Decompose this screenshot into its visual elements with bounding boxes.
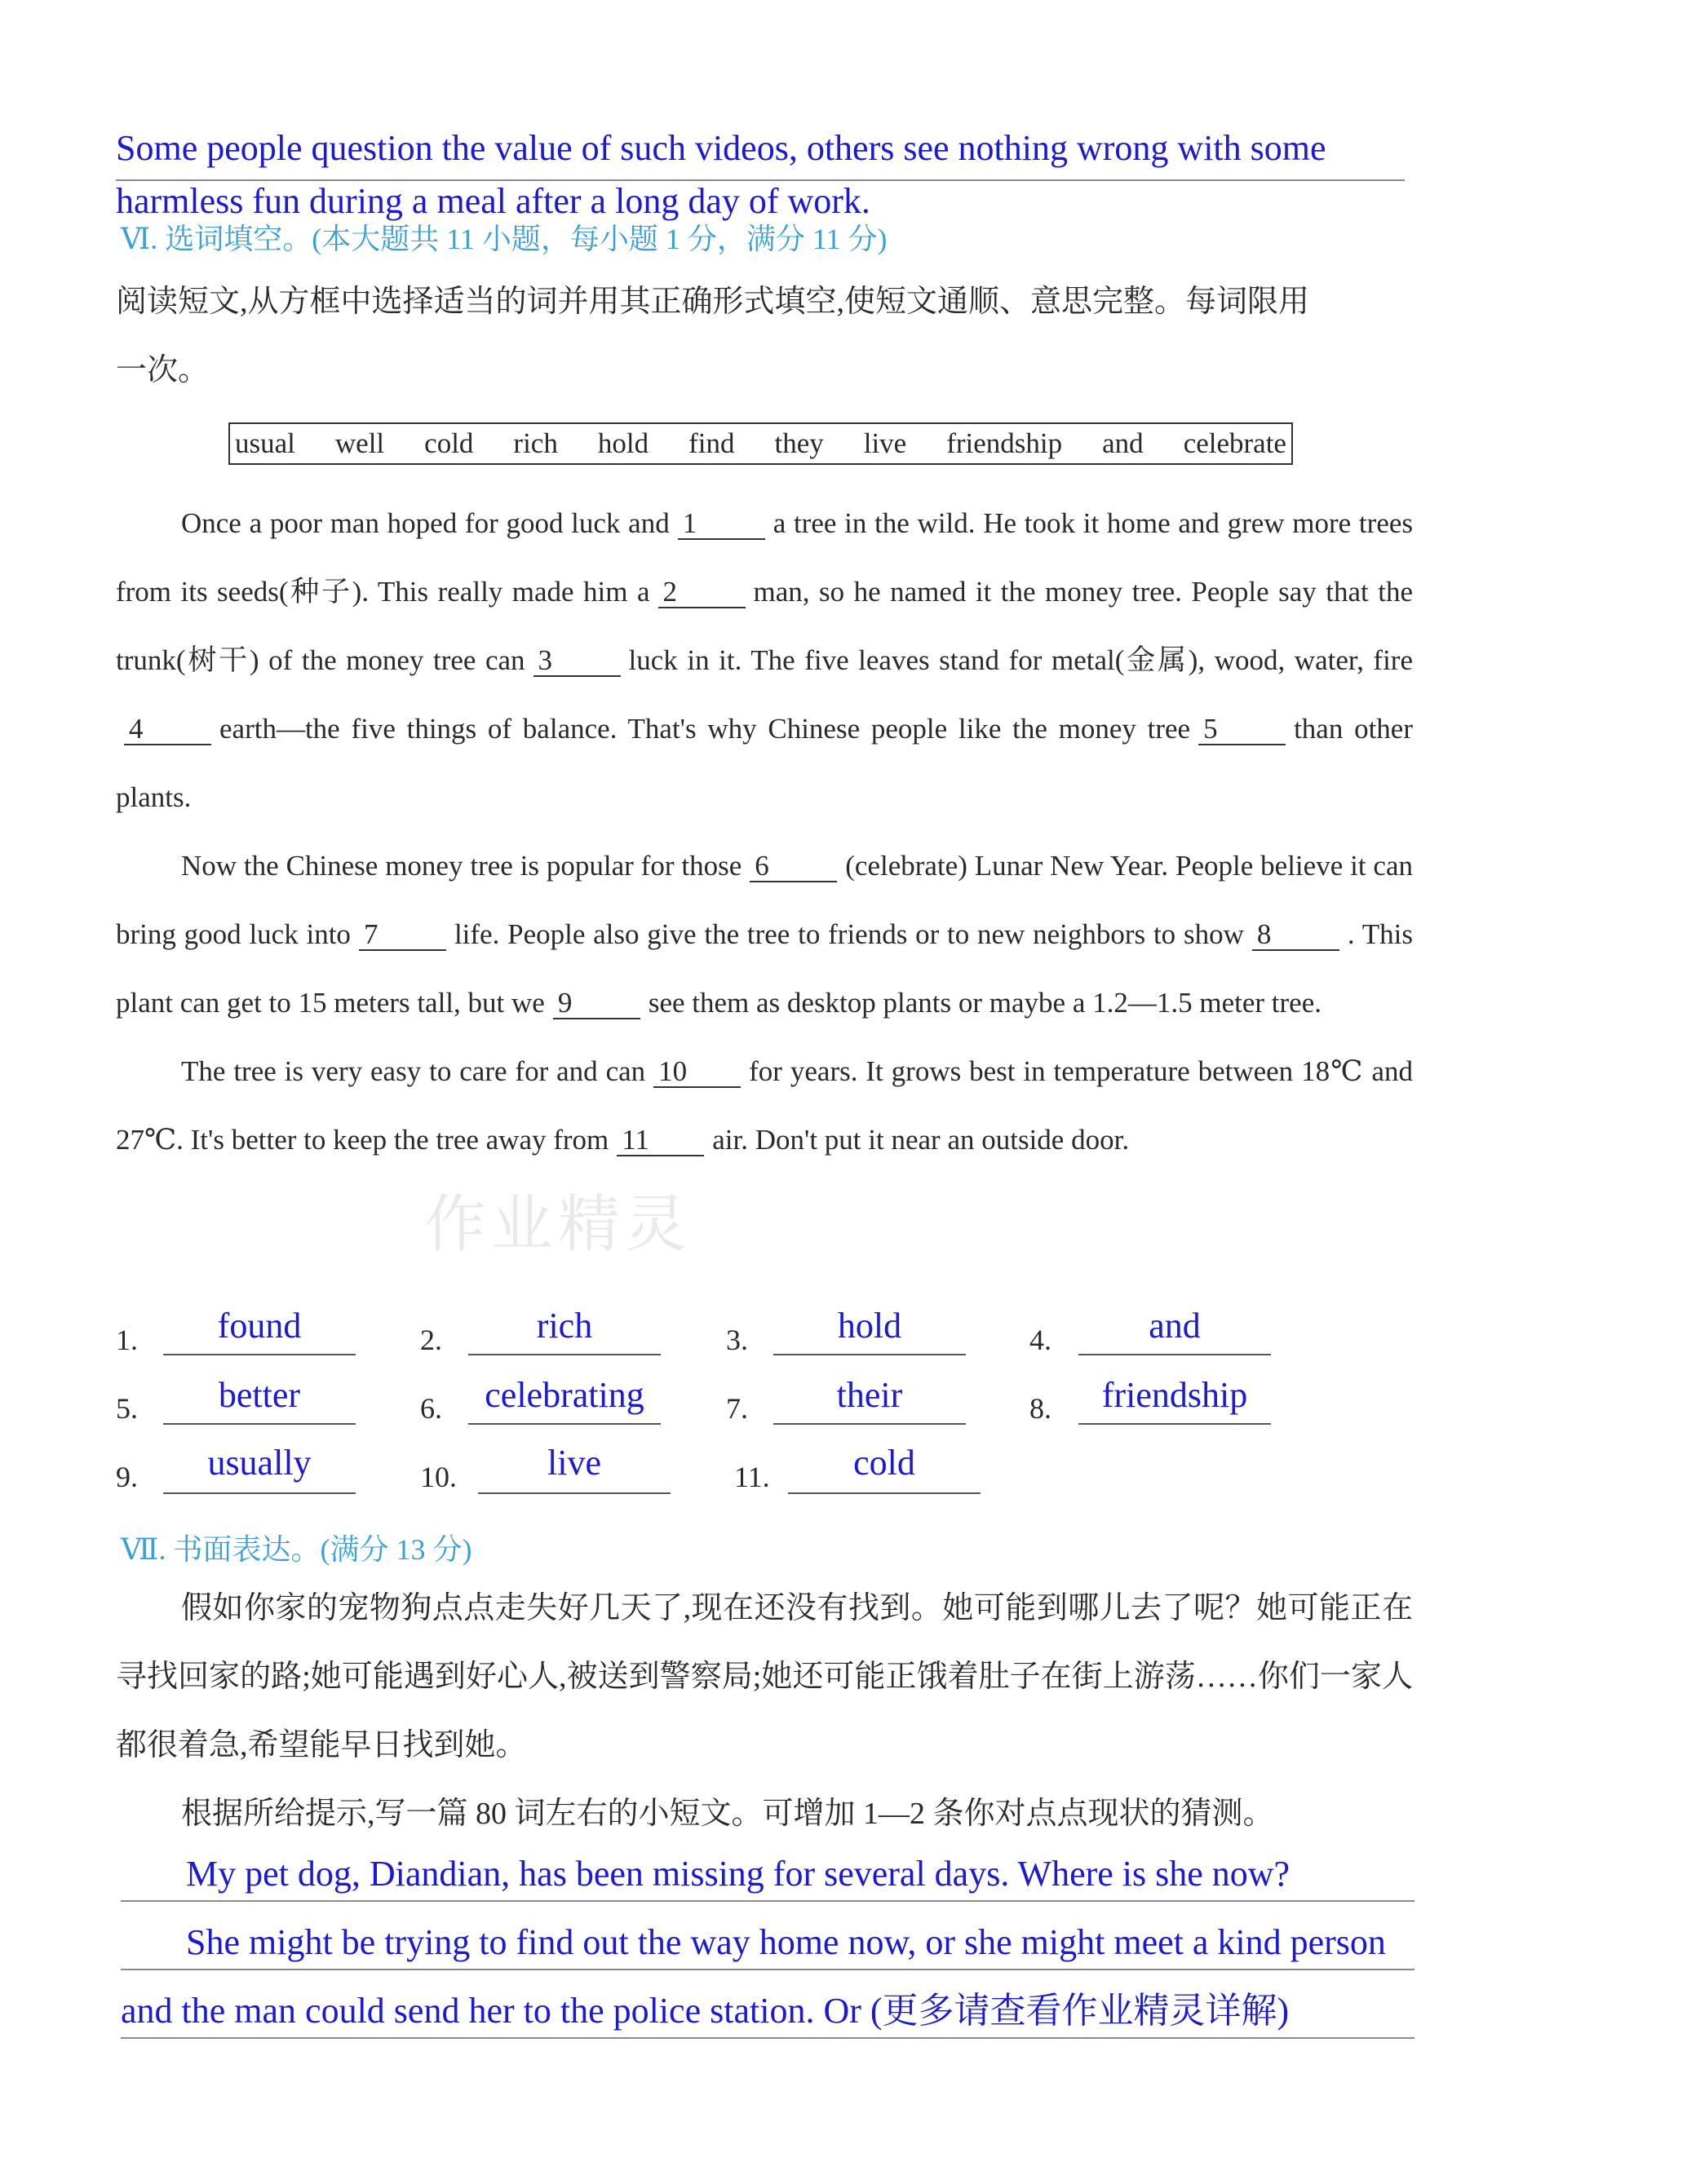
- blank-1: 1: [678, 509, 765, 540]
- answer-line: [1078, 1423, 1271, 1425]
- word-bank-item: find: [688, 427, 735, 459]
- essay-rule-3: [121, 2037, 1414, 2039]
- answer-value: their: [836, 1375, 903, 1415]
- blank-10: 10: [653, 1057, 741, 1088]
- answer-line: [163, 1492, 356, 1494]
- answer-line: [788, 1492, 981, 1494]
- answer-value: celebrating: [485, 1375, 644, 1415]
- answer-value: rich: [536, 1306, 593, 1346]
- answer-number: 5.: [116, 1392, 138, 1425]
- section7-prompt-1: 假如你家的宠物狗点点走失好几天了,现在还没有找到。她可能到哪儿去了呢？她可能正在寻找回家的路;她可能遇到好心人,被送到警察局;她还可能正饿着肚子在街上游荡……你们一家人都很着急,希望能早日找到她。: [116, 1591, 1413, 1762]
- answer-line: [1078, 1354, 1271, 1355]
- answer-number: 8.: [1029, 1392, 1051, 1425]
- answer-line: [773, 1423, 966, 1425]
- answer-line: [163, 1423, 356, 1425]
- essay-rule-1: [121, 1900, 1414, 1902]
- passage-paragraph-3: The tree is very easy to care for and can 10 for years. It grows best in temperature between 18℃ and 27℃. It's better to keep the tree away from 11 air. Don't put it near an outside door.: [116, 1055, 1413, 1156]
- answer-line: [468, 1354, 661, 1355]
- word-bank-item: hold: [597, 427, 649, 459]
- essay-line1: My pet dog, Diandian, has been missing for several days. Where is she now?: [186, 1854, 1290, 1894]
- passage-paragraph-1: Once a poor man hoped for good luck and 1 a tree in the wild. He took it home and grew more trees from its seeds(种子). This really made him a 2 man, so he named it the money tree. People say that the trunk(树干) of the money tree can 3 luck in it. The five leaves stand for metal(金属), wood, water, fire4 earth—the five things of balance. That's why Chinese people like the money tree 5 than other plants.: [116, 507, 1414, 813]
- top-answer-line1: Some people question the value of such videos, others see nothing wrong with some: [116, 128, 1326, 168]
- word-bank-item: rich: [513, 427, 558, 459]
- blank-2: 2: [658, 577, 746, 608]
- answer-value: live: [547, 1443, 601, 1483]
- essay-rule-2: [121, 1969, 1414, 1970]
- answer-line: [468, 1423, 661, 1425]
- answer-value: usually: [207, 1443, 312, 1483]
- word-bank-item: friendship: [946, 427, 1063, 459]
- answer-value: hold: [837, 1306, 902, 1346]
- answer-number: 2.: [420, 1324, 442, 1356]
- section6-heading: Ⅵ. 选词填空。(本大题共 11 小题，每小题 1 分，满分 11 分): [121, 223, 888, 255]
- word-bank-box: [228, 422, 1293, 465]
- blank-8: 8: [1252, 920, 1339, 951]
- answer-number: 1.: [116, 1324, 138, 1356]
- word-bank-item: usual: [235, 427, 295, 459]
- passage: [116, 489, 1413, 1174]
- answer-value: and: [1149, 1306, 1201, 1346]
- answer-number: 3.: [726, 1324, 748, 1356]
- word-bank-item: celebrate: [1183, 427, 1286, 459]
- answer-number: 7.: [726, 1392, 748, 1425]
- answer-line: [163, 1354, 356, 1355]
- blank-5: 5: [1198, 714, 1286, 745]
- watermark: 作业精灵: [424, 1187, 692, 1260]
- section6-instruction-2: 一次。: [116, 353, 210, 387]
- answer-line: [773, 1354, 966, 1355]
- word-bank-item: well: [334, 427, 385, 459]
- essay-line3: and the man could send her to the police station. Or (更多请查看作业精灵详解): [121, 1991, 1290, 2031]
- word-bank-item: live: [863, 427, 907, 459]
- top-answer-line2: harmless fun during a meal after a long day of work.: [116, 181, 870, 221]
- section6-instruction-1: 阅读短文,从方框中选择适当的词并用其正确形式填空,使短文通顺、意思完整。每词限用: [116, 285, 1310, 319]
- blank-6: 6: [750, 851, 837, 882]
- answer-value: friendship: [1101, 1375, 1248, 1415]
- blank-4: 4: [124, 714, 211, 745]
- section7-prompt-2: 根据所给提示,写一篇 80 词左右的小短文。可增加 1—2 条你对点点现状的猜测。: [181, 1797, 1274, 1831]
- answer-value: better: [218, 1375, 301, 1415]
- blank-3: 3: [533, 646, 621, 677]
- blank-9: 9: [553, 988, 640, 1019]
- answer-number: 6.: [420, 1392, 442, 1425]
- word-bank-item: cold: [424, 427, 474, 459]
- word-bank-item: they: [774, 427, 824, 459]
- answer-number: 11.: [734, 1461, 770, 1493]
- answer-value: found: [217, 1306, 302, 1346]
- answer-number: 10.: [420, 1461, 457, 1493]
- blank-11: 11: [617, 1125, 704, 1156]
- word-bank-item: and: [1102, 427, 1144, 459]
- answer-line: [478, 1492, 671, 1494]
- essay-line2: She might be trying to find out the way home now, or she might meet a kind person: [186, 1922, 1386, 1962]
- answer-number: 9.: [116, 1461, 138, 1493]
- blank-7: 7: [359, 920, 446, 951]
- answer-number: 4.: [1029, 1324, 1051, 1356]
- section7-heading: Ⅶ. 书面表达。(满分 13 分): [121, 1533, 472, 1566]
- passage-paragraph-2: Now the Chinese money tree is popular for those 6 (celebrate) Lunar New Year. People believe it can bring good luck into 7 life. People also give the tree to friends or to new neighbors to show 8 . This plant can get to 15 meters tall, but we 9 see them as desktop plants or maybe a 1.2—1.5 meter tree.: [116, 850, 1414, 1019]
- answer-value: cold: [853, 1443, 915, 1483]
